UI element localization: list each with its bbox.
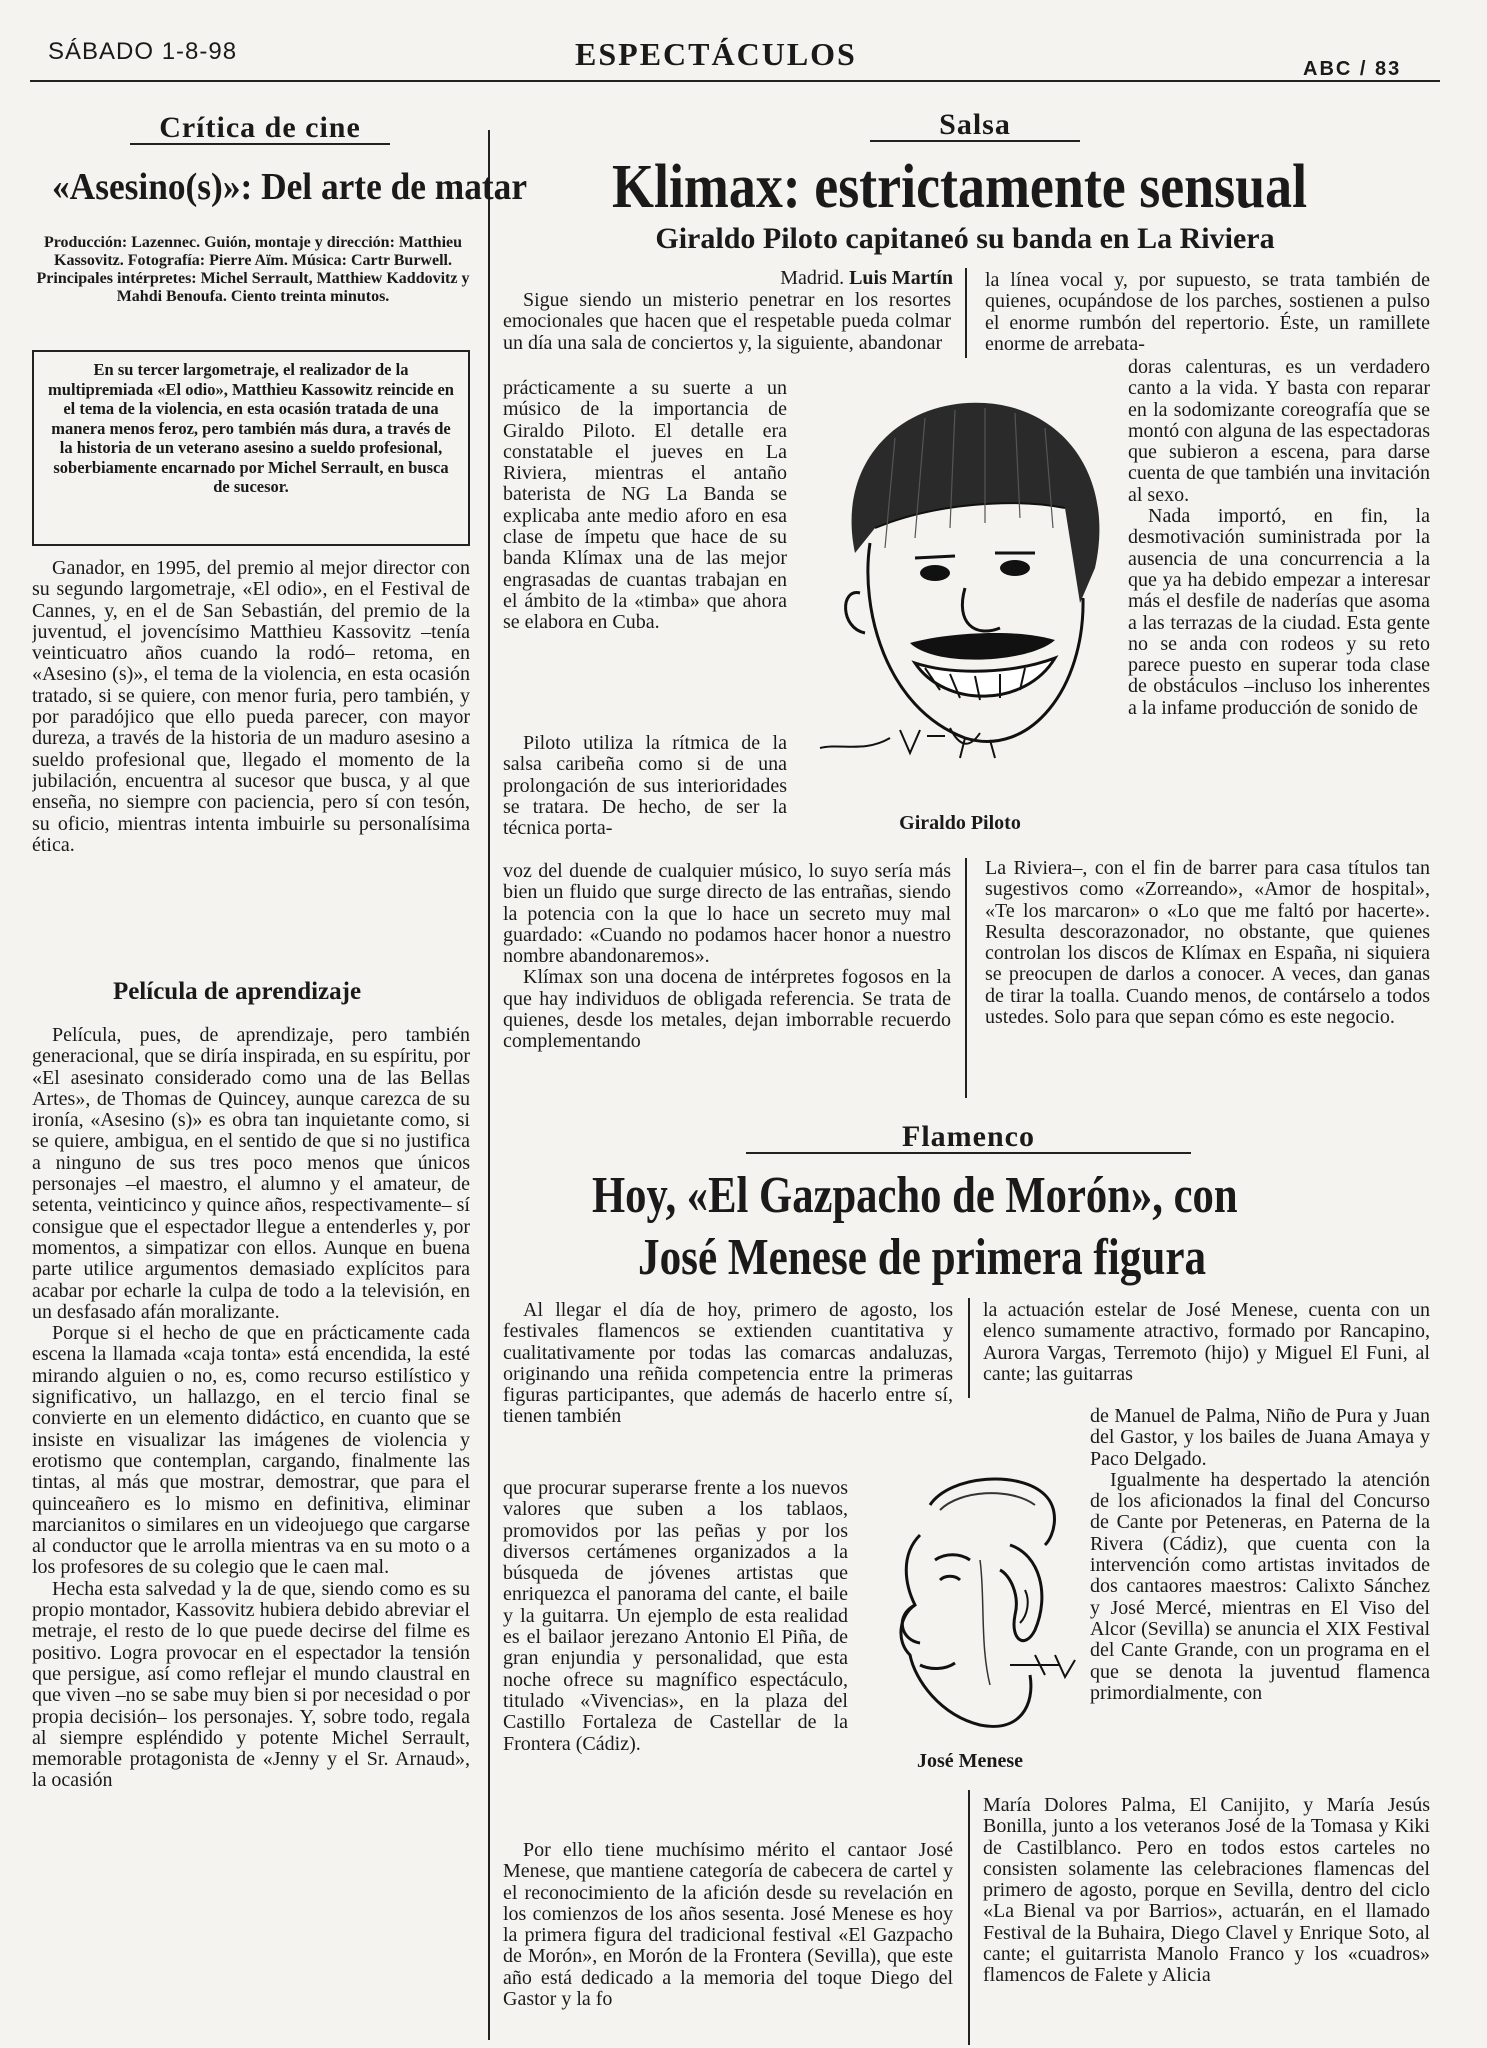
salsa-col2-top xyxy=(985,270,1430,358)
flamenco-text-7: María Dolores Palma, El Canijito, y María Jesús Bonilla, junto a los veteranos José de la Tomasa y Kiki de Castilblanco. Pero en todos estos carteles no consisten solamente las celebraciones flamencas del primero de agosto, porque en Sevilla, dentro del ciclo «La Bienal va por Barrios», actuarán, en el llamado Festival de la Buhaira, Diego Clavel y Enrique Soto, al cante; el guitarrista Manolo Franco y los «cuadros» flamencos de Falete y Alicia xyxy=(983,1795,1430,1987)
salsa-byline-author: Luis Martín xyxy=(849,267,953,289)
salsa-text-4: voz del duende de cualquier músico, lo suyo sería más bien un fluido que surge directo de las entrañas, siendo la potencia con la que lo hace un secreto muy mal guardado: «Cuando no podamos hacer honor a nuestro nombre abandonaremos». xyxy=(503,861,951,968)
salsa-byline xyxy=(503,267,953,290)
salsa-column-divider-top xyxy=(965,268,967,358)
cine-intertitle: Película de aprendizaje xyxy=(112,978,362,1005)
salsa-text-5: Klímax son una docena de intérpretes fogosos en la que hay individuos de obligada referencia. Se trata de quienes, desde los metales, dejan imborrable recuerdo complementando xyxy=(503,966,951,1053)
column-divider-left xyxy=(488,130,490,2040)
flamenco-headline-line1: Hoy, «El Gazpacho de Morón», con xyxy=(592,1167,1238,1224)
cine-paragraph-4: Hecha esta salvedad y la de que, siendo como es su propio montador, Kassovitz hubiera debido abreviar el metraje, el resto de lo que puede decirse del filme es positivo. Logra provocar en el espectador la tensión que persigue, así como reflejar el mundo claustral en que viven –no se sabe muy bien si por necesidad o por propia decisión– los personajes. Y, sobre todo, regala al siempre espléndido y potente Michel Serrault, memorable protagonista de «Jenny y el Sr. Arnaud», la ocasión xyxy=(32,1577,470,1792)
salsa-text-2: prácticamente a su suerte a un músico de la importancia de Giraldo Piloto. El detalle era constatable el jueves en La Riviera, mientras el antaño baterista de NG La Banda se explicaba ante medio aforo en esa clase de ímpetu que hace de su banda Klímax una de las mejor engrasadas de cuantas trabajan en el ámbito de la «timba» que ahora se elabora en Cuba. xyxy=(503,378,787,634)
cine-paragraph-2: Película, pues, de aprendizaje, pero también generacional, que se diría inspirada, en su espíritu, por «El asesinato considerado como una de las Bellas Artes», de Thomas de Quincey, aunque carezca de su ironía, «Asesino (s)» es obra tan inquietante como, si se quiere, ambigua, en el sentido de que si no justifica a ninguno de sus tres poco menos que únicos personajes –el maestro, el alumno y el amateur, de setenta, veinticinco y quince años, respectivamente– sí consigue que el espectador llegue a entenderles y, por momentos, a simpatizar con ellos. Aunque en buena parte utilice argumentos demasiado explícitos para acabar por echarle la culpa de todo a la televisión, en un desfasado afán moralizante. xyxy=(32,1025,470,1323)
masthead-rule xyxy=(30,80,1440,82)
flamenco-kicker: Flamenco xyxy=(746,1122,1191,1154)
salsa-col1-mid2 xyxy=(503,733,787,863)
flamenco-col1-bottom xyxy=(503,1840,953,2045)
salsa-col2-mid xyxy=(1128,357,1430,855)
cine-credits: Producción: Lazennec. Guión, montaje y dirección: Matthieu Kassovitz. Fotografía: Pierre Aïm. Música: Cartr Burwell. Principales intérpretes: Michel Serrault, Matthiew Kaddovitz y Mahdi Benoufa. Ciento treinta minutos. xyxy=(36,234,470,305)
cine-paragraph-3: Porque si el hecho de que en prácticamente cada escena la llamada «caja tonta» está encendida, la esté mirando alguien o no, es, como recurso estilístico y significativo, un hallazgo, en el tercio final se convierte en un elemento didáctico, en cuanto que se insiste en visualizar las imágenes de violencia y erotismo que contemplan, cargando, finalmente las tintas, al más que mostrar, demostrar, que para el quinceañero es lo mismo en definitiva, eliminar marcianitos o similares en un videojuego que cargarse al conductor que le arrolla mientras va en su moto o a los profesores de su colegio que le caen mal. xyxy=(32,1322,470,1579)
salsa-col2-bottom xyxy=(985,858,1430,1098)
salsa-byline-city: Madrid. xyxy=(780,267,845,289)
flamenco-col2-mid xyxy=(1090,1406,1430,1796)
jose-menese-caption: José Menese xyxy=(916,1750,1024,1772)
cine-kicker: Crítica de cine xyxy=(130,113,390,145)
flamenco-text-5: de Manuel de Palma, Niño de Pura y Juan del Gastor, y los bailes de Juana Amaya y Paco Delgado. xyxy=(1090,1406,1430,1470)
salsa-col1-top xyxy=(503,290,951,378)
salsa-kicker: Salsa xyxy=(870,110,1080,142)
giraldo-piloto-caption: Giraldo Piloto xyxy=(899,812,1021,834)
salsa-text-3: Piloto utiliza la rítmica de la salsa caribeña como si de una prolongación de sus interioridades se tratara. De hecho, de ser la técnica porta- xyxy=(503,733,787,840)
salsa-text-7: doras calenturas, es un verdadero canto a la vida. Y basta con reparar en la sodomizante coreografía que se montó con alguna de las espectadoras que subieron a escena, para darse cuenta de que también una invitación al sexo. xyxy=(1128,357,1430,506)
masthead-date: SÁBADO 1-8-98 xyxy=(48,38,238,65)
salsa-text-6: la línea vocal y, por supuesto, se trata también de quienes, ocupándose de los parches, sostienen a pulso el enorme rumbón del repertorio. Éste, un ramillete enorme de arrebata- xyxy=(985,270,1430,355)
salsa-text-9: La Riviera–, con el fin de barrer para casa títulos tan sugestivos como «Zorreando», «Amor de hospital», «Te los marcaron» o «Lo que me faltó por hacerte». Resulta descorazonador, no obstante, que quienes controlan los discos de Klímax en España, ni siquiera se preocupen de darlos a conocer. A veces, dan ganas de tirar la toalla. Cuando menos, de contárselo a todos ustedes. Solo para que sepan cómo es este negocio. xyxy=(985,858,1430,1029)
flamenco-headline-line2: José Menese de primera figura xyxy=(638,1229,1207,1286)
flamenco-text-1: Al llegar el día de hoy, primero de agosto, los festivales flamencos se extienden cuantitativa y cualitativamente por todas las comarcas andaluzas, originando una reñida competencia entre la primeras figuras participantes, que además de hacerlo entre sí, tienen también xyxy=(503,1300,953,1428)
flamenco-col2-bottom xyxy=(983,1795,1430,2045)
flamenco-text-3: Por ello tiene muchísimo mérito el cantaor José Menese, que mantiene categoría de cabecera de cartel y el reconocimiento de la afición desde su revelación en los comienzos de los años sesenta. José Menese es hoy la primera figura del tradicional festival «El Gazpacho de Morón», en Morón de la Frontera (Sevilla), que este año está dedicado a la memoria del toque Diego del Gastor y la fo xyxy=(503,1840,953,2011)
flamenco-col1-top xyxy=(503,1300,953,1480)
salsa-column-divider-bottom xyxy=(965,858,967,1098)
cine-body-2 xyxy=(32,1025,470,2043)
salsa-text-1: Sigue siendo un misterio penetrar en los resortes emocionales que hacen que el respetable pueda colmar un día una sala de conciertos y, la siguiente, abandonar xyxy=(503,290,951,354)
salsa-col1-mid xyxy=(503,378,787,730)
giraldo-piloto-caricature xyxy=(815,378,1120,798)
salsa-subhead: Giraldo Piloto capitaneó su banda en La Riviera xyxy=(655,222,1275,255)
masthead-page: ABC / 83 xyxy=(1303,58,1402,80)
jose-menese-caricature xyxy=(860,1465,1085,1745)
masthead-section: ESPECTÁCULOS xyxy=(575,36,857,72)
flamenco-text-4: la actuación estelar de José Menese, cuenta con un elenco sumamente atractivo, formado por Rancapino, Aurora Vargas, Terremoto (hijo) y Miguel El Funi, al cante; las guitarras xyxy=(983,1300,1430,1385)
cine-headline: «Asesino(s)»: Del arte de matar xyxy=(52,166,528,208)
salsa-col1-bottom xyxy=(503,861,951,1101)
flamenco-column-divider-top xyxy=(968,1298,970,1398)
flamenco-col2-top xyxy=(983,1300,1430,1410)
cine-body-1 xyxy=(32,558,470,956)
flamenco-text-6: Igualmente ha despertado la atención de los aficionados la final del Concurso de Cante por Peteneras, en Paterna de la Rivera (Cádiz), que cuenta con la intervención como artistas invitados de dos cantaores maestros: Calixto Sánchez y José Mercé, mientras en El Viso del Alcor (Sevilla) se anuncia el XIX Festival del Cante Grande, con un programa en el que se denota la juventud flamenca primordialmente, con xyxy=(1090,1468,1430,1704)
flamenco-col1-mid xyxy=(503,1478,848,1838)
cine-summary-box: En su tercer largometraje, el realizador de la multipremiada «El odio», Matthieu Kassowitz reincide en el tema de la violencia, en esta ocasión tratada de una manera menos feroz, pero también más dura, a través de la historia de un veterano asesino a sueldo profesional, soberbiamente encarnado por Michel Serrault, en busca de sucesor. xyxy=(32,350,470,546)
salsa-text-8: Nada importó, en fin, la desmotivación suministrada por la ausencia de una concurrencia a la que ya ha debido empezar a interesar más el desfile de naderías que asoma a las terrazas de la ciudad. Esta gente no se anda con rodeos y su reto parece puesto en superar toda clase de obstáculos –incluso los inherentes a la infame producción de sonido de xyxy=(1128,505,1430,719)
flamenco-text-2: que procurar superarse frente a los nuevos valores que suben a los tablaos, promovidos por las peñas y por los diversos certámenes organizados a la búsqueda de jóvenes artistas que enriquezca el panorama del cante, el baile y la guitarra. Un ejemplo de esta realidad es el bailaor jerezano Antonio El Piña, de gran enjundia y personalidad, que esta noche ofrece su magnífico espectáculo, titulado «Vivencias», en la plaza del Castillo Fortaleza de Castellar de la Frontera (Cádiz). xyxy=(503,1478,848,1755)
salsa-headline: Klimax: estrictamente sensual xyxy=(612,153,1308,221)
flamenco-column-divider-bottom xyxy=(968,1790,970,2045)
cine-paragraph-1: Ganador, en 1995, del premio al mejor director con su segundo largometraje, «El odio», en el Festival de Cannes, y, en el de San Sebastián, del premio de la juventud, el jovencísimo Matthieu Kassovitz –tenía veinticuatro años cuando la rodó– retoma, en «Asesino (s)», el tema de la violencia, en esta ocasión tratado, si se quiere, con menor furia, pero también, y por paradójico que ello pueda parecer, con mayor dureza, a través de la historia de un maduro asesino a sueldo profesional que, llegado el momento de la jubilación, encuentra al sucesor que busca, y al que enseña, no siempre con paciencia, pero sí con tesón, su oficio, mientras intenta imbuirle su personalísima ética. xyxy=(32,558,470,856)
